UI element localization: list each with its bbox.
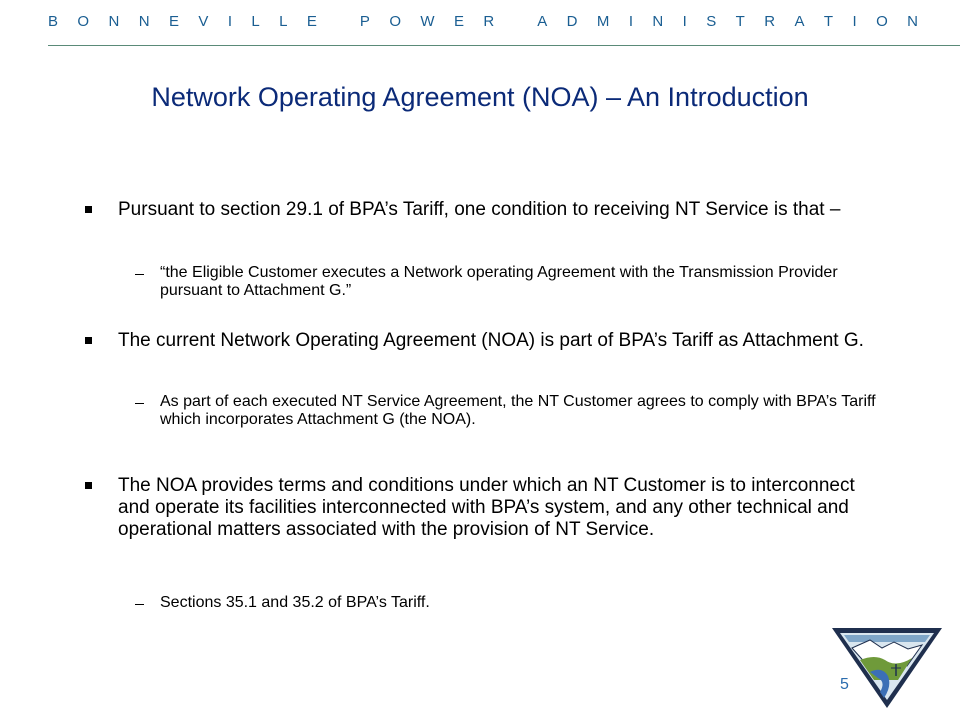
header-letter: M [596,13,610,30]
sub-bullet-3: Sections 35.1 and 35.2 of BPA’s Tariff. [160,594,880,612]
header-letter: I [227,13,233,30]
page-number: 5 [840,676,849,693]
header-letter: A [537,13,548,30]
header-letter: E [306,13,317,30]
header-letter: O [876,13,888,30]
header-letter: S [706,13,717,30]
organization-name [48,13,918,30]
header-letter: A [794,13,805,30]
header-letter: D [566,13,578,30]
bpa-triangle-logo-icon [830,624,944,710]
header-letter [336,13,340,30]
header-letter: L [251,13,260,30]
slide-title: Network Operating Agreement (NOA) – An Introduction [151,82,809,112]
header-letter: I [682,13,687,30]
header-letter: N [907,13,918,30]
slide-header [0,0,960,46]
header-letter: L [279,13,288,30]
header-letter: T [735,13,745,30]
header-letter: E [169,13,180,30]
header-letter: O [389,13,402,30]
header-divider [48,45,960,46]
header-letter: R [764,13,776,30]
header-letter: T [823,13,834,30]
header-letter [514,13,518,30]
header-letter: N [108,13,120,30]
header-letter: W [420,13,435,30]
header-letter: R [483,13,495,30]
header-letter: E [454,13,465,30]
header-letter: B [48,13,59,30]
header-letter: I [852,13,857,30]
bullet-3: The NOA provides terms and conditions under which an NT Customer is to interconnect and operate its facilities interconnected with BPA’s system, and any other technical and operational matters associated with the provision of NT Service. [118,475,888,541]
bullet-1: Pursuant to section 29.1 of BPA’s Tariff, one condition to receiving NT Service is that – [118,199,888,221]
sub-bullet-1: “the Eligible Customer executes a Network operating Agreement with the Transmission Provider pursuant to Attachment G.” [160,264,880,300]
header-letter: N [652,13,664,30]
header-letter: O [77,13,90,30]
header-letter: I [628,13,633,30]
header-letter: V [198,13,209,30]
bullet-2: The current Network Operating Agreement (NOA) is part of BPA’s Tariff as Attachment G. [118,330,888,352]
header-letter: P [359,13,370,30]
sub-bullet-2: As part of each executed NT Service Agreement, the NT Customer agrees to comply with BPA’s Tariff which incorporates Attachment G (the NOA). [160,393,880,429]
header-letter: N [138,13,150,30]
